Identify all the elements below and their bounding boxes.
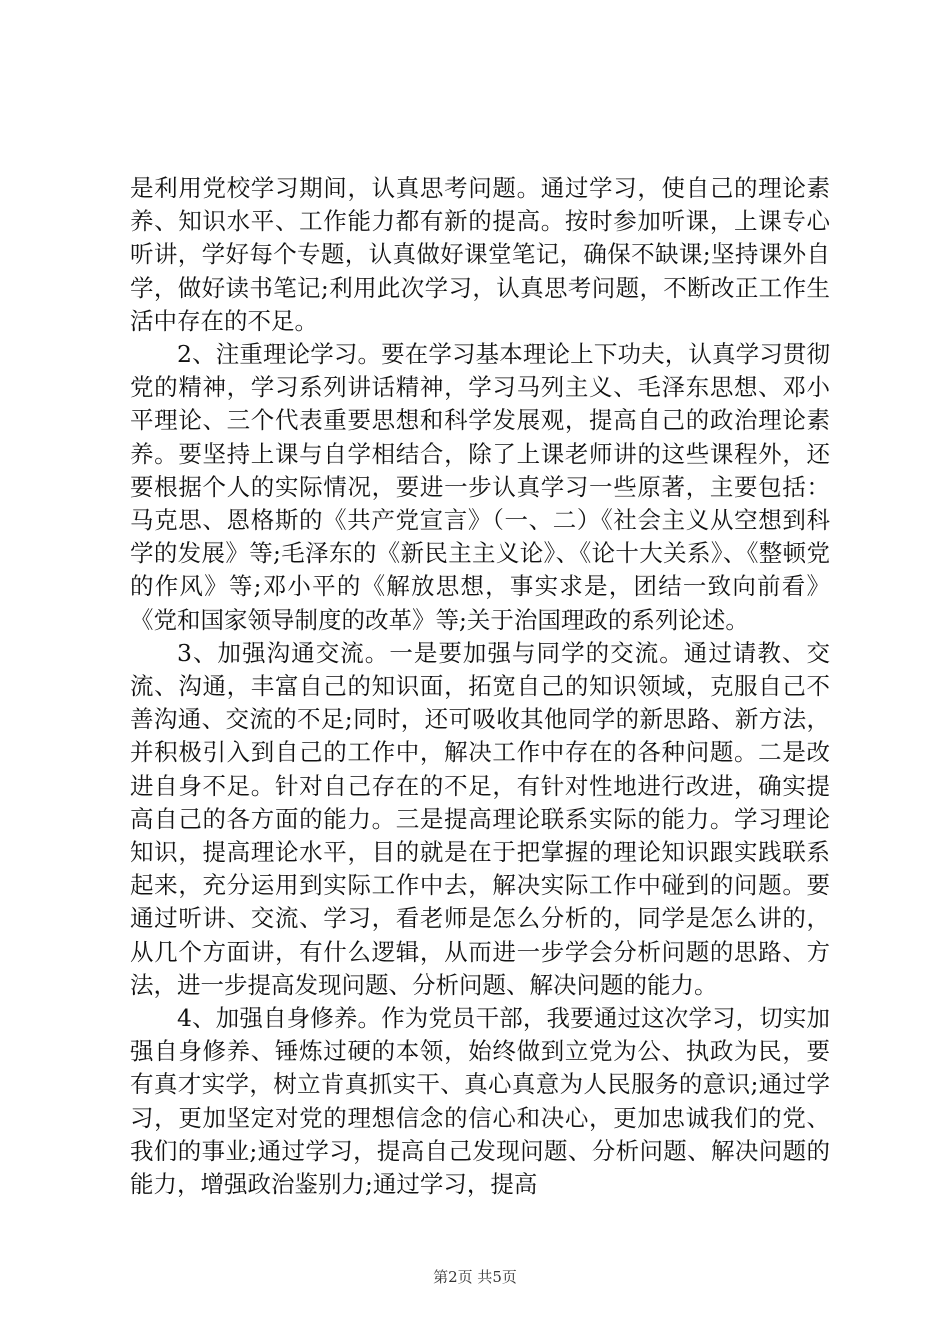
paragraph-communication: 3、加强沟通交流。一是要加强与同学的交流。通过请教、交流、沟通，丰富自己的知识面，拓宽自己的知识领域，克服自己不善沟通、交流的不足;同时，还可吸收其他同学的新思路、新方法，并积极引入到自己的工作中，解决工作中存在的各种问题。二是改进自身不足。针对自己存在的不足，有针对性地进行改进，确实提高自己的各方面的能力。三是提高理论联系实际的能力。学习理论知识，提高理论水平，目的就是在于把掌握的理论知识跟实践联系起来，充分运用到实际工作中去，解决实际工作中碰到的问题。要通过听讲、交流、学习，看老师是怎么分析的，同学是怎么讲的，从几个方面讲，有什么逻辑，从而进一步学会分析问题的思路、方法，进一步提高发现问题、分析问题、解决问题的能力。 — [130, 638, 830, 999]
paragraph-continuation: 是利用党校学习期间，认真思考问题。通过学习，使自己的理论素养、知识水平、工作能力都有新的提高。按时参加听课，上课专心听讲，学好每个专题，认真做好课堂笔记，确保不缺课;坚持课外自学，做好读书笔记;利用此次学习，认真思考问题，不断改正工作生活中存在的不足。 — [130, 174, 830, 335]
paragraph-self-cultivation: 4、加强自身修养。作为党员干部，我要通过这次学习，切实加强自身修养、锤炼过硬的本领，始终做到立党为公、执政为民，要有真才实学，树立肯真抓实干、真心真意为人民服务的意识;通过学习，更加坚定对党的理想信念的信心和决心，更加忠诚我们的党、我们的事业;通过学习，提高自己发现问题、分析问题、解决问题的能力，增强政治鉴别力;通过学习，提高 — [130, 1004, 830, 1199]
paragraph-theory-study: 2、注重理论学习。要在学习基本理论上下功夫，认真学习贯彻党的精神，学习系列讲话精神，学习马列主义、毛泽东思想、邓小平理论、三个代表重要思想和科学发展观，提高自己的政治理论素养。要坚持上课与自学相结合，除了上课老师讲的这些课程外，还要根据个人的实际情况，要进一步认真学习一些原著，主要包括：马克思、恩格斯的《共产党宣言》（一、二）《社会主义从空想到科学的发展》等;毛泽东的《新民主主义论》、《论十大关系》、《整顿党的作风》等;邓小平的《解放思想，事实求是，团结一致向前看》《党和国家领导制度的改革》等;关于治国理政的系列论述。 — [130, 340, 830, 634]
body-text — [130, 172, 830, 1201]
page-number-footer: 第2页 共5页 — [433, 1268, 517, 1286]
